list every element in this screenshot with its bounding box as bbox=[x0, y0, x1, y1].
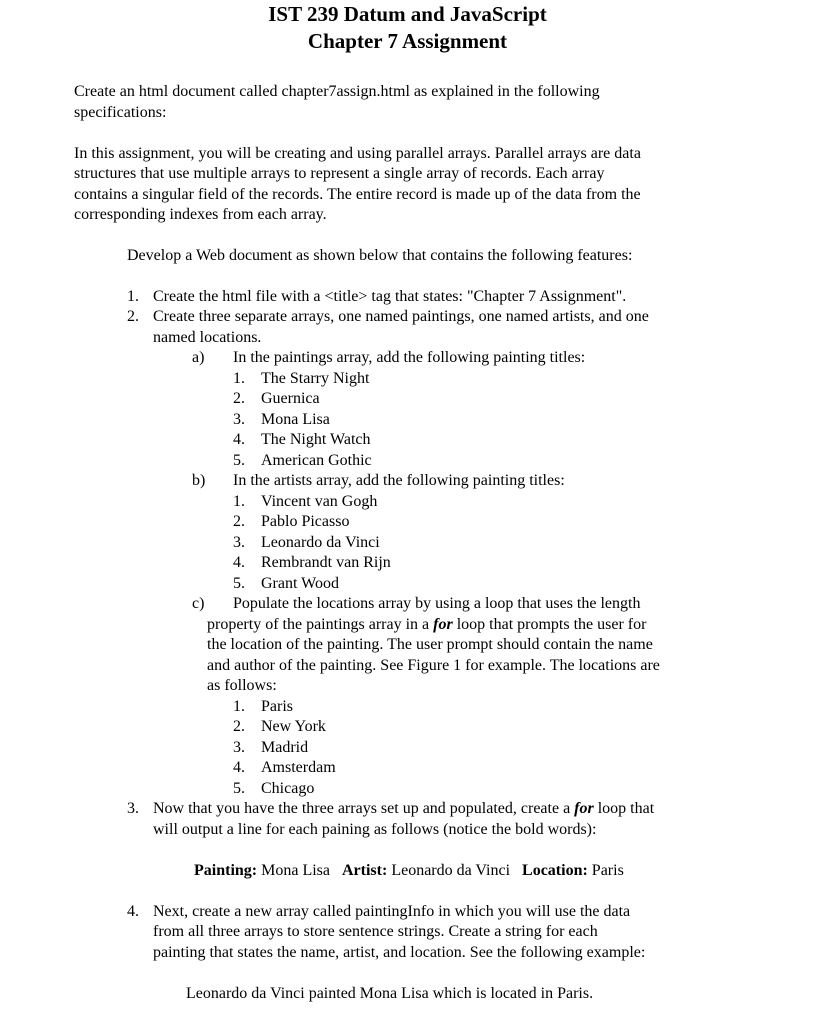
sub-c-line-5: as follows: bbox=[207, 677, 277, 694]
painting-label: Painting: bbox=[194, 862, 258, 879]
sub-b-text: In the artists array, add the following painting titles: bbox=[233, 472, 565, 489]
list-number: 5. bbox=[233, 575, 245, 592]
paragraph-line-4: corresponding indexes from each array. bbox=[74, 206, 327, 223]
list-item-location: Amsterdam bbox=[261, 759, 336, 776]
list-number: 1. bbox=[233, 370, 245, 387]
for-keyword: for bbox=[433, 616, 453, 633]
list-number: 2. bbox=[233, 390, 245, 407]
page-subtitle: Chapter 7 Assignment bbox=[307, 29, 508, 53]
list-number: 1. bbox=[233, 698, 245, 715]
list-item-painting: Mona Lisa bbox=[261, 411, 330, 428]
paragraph-line-1: In this assignment, you will be creating and using parallel arrays. Parallel arrays are data bbox=[74, 145, 641, 162]
for-keyword: for bbox=[574, 800, 594, 817]
sub-b-label: b) bbox=[192, 472, 206, 489]
sub-a-text: In the paintings array, add the following painting titles: bbox=[233, 349, 586, 366]
list-number: 2. bbox=[233, 718, 245, 735]
sub-c-line-3: the location of the painting. The user prompt should contain the name bbox=[207, 636, 653, 653]
develop-instruction: Develop a Web document as shown below that contains the following features: bbox=[127, 247, 633, 264]
step-4-number: 4. bbox=[127, 903, 139, 920]
step-3-line-1-start: Now that you have the three arrays set up and populated, create a bbox=[153, 800, 575, 817]
intro-line-1: Create an html document called chapter7assign.html as explained in the following bbox=[74, 83, 600, 100]
step-4-line-1: Next, create a new array called paintingInfo in which you will use the data bbox=[153, 903, 631, 920]
list-number: 1. bbox=[233, 493, 245, 510]
list-item-artist: Leonardo da Vinci bbox=[261, 534, 380, 551]
list-item-artist: Vincent van Gogh bbox=[261, 493, 378, 510]
list-number: 3. bbox=[233, 534, 245, 551]
list-item-location: New York bbox=[261, 718, 326, 735]
list-number: 5. bbox=[233, 452, 245, 469]
sentence-example: Leonardo da Vinci painted Mona Lisa which is located in Paris. bbox=[186, 985, 594, 1002]
step-3-line-2: will output a line for each paining as follows (notice the bold words): bbox=[153, 821, 597, 838]
list-item-painting: American Gothic bbox=[261, 452, 372, 469]
paragraph-line-3: contains a singular field of the records. The entire record is made up of the data from the bbox=[74, 186, 641, 203]
sub-a-label: a) bbox=[192, 349, 205, 366]
list-number: 3. bbox=[233, 739, 245, 756]
step-3-number: 3. bbox=[127, 800, 139, 817]
list-item-location: Chicago bbox=[261, 780, 315, 797]
list-item-painting: The Starry Night bbox=[261, 370, 370, 387]
list-number: 4. bbox=[233, 431, 245, 448]
step-1-number: 1. bbox=[127, 288, 139, 305]
step-4-line-3: painting that states the name, artist, and location. See the following example: bbox=[153, 944, 646, 961]
location-value: Paris bbox=[587, 862, 624, 879]
list-number: 2. bbox=[233, 513, 245, 530]
step-3-line-1-end: loop that bbox=[593, 800, 655, 817]
step-1-text: Create the html file with a <title> tag that states: "Chapter 7 Assignment". bbox=[153, 288, 627, 305]
step-2-line-2: named locations. bbox=[153, 329, 262, 346]
paragraph-line-2: structures that use multiple arrays to represent a single array of records. Each array bbox=[74, 165, 605, 182]
list-item-painting: Guernica bbox=[261, 390, 320, 407]
list-item-location: Paris bbox=[261, 698, 293, 715]
list-item-painting: The Night Watch bbox=[261, 431, 371, 448]
step-3-line-1 bbox=[153, 799, 654, 820]
sub-c-line-1: Populate the locations array by using a loop that uses the length bbox=[233, 595, 641, 612]
step-2-number: 2. bbox=[127, 308, 139, 325]
list-number: 4. bbox=[233, 759, 245, 776]
step-2-line-1: Create three separate arrays, one named paintings, one named artists, and one bbox=[153, 308, 649, 325]
sub-c-line-2-start: property of the paintings array in a bbox=[207, 616, 434, 633]
location-label: Location: bbox=[522, 862, 588, 879]
artist-value: Leonardo da Vinci bbox=[387, 862, 511, 879]
list-number: 5. bbox=[233, 780, 245, 797]
intro-line-2: specifications: bbox=[74, 104, 167, 121]
sub-c-line-4: and author of the painting. See Figure 1 for example. The locations are bbox=[207, 657, 660, 674]
sub-c-line-2 bbox=[207, 615, 646, 636]
list-item-artist: Rembrandt van Rijn bbox=[261, 554, 391, 571]
sub-c-label: c) bbox=[192, 595, 205, 612]
step-4-line-2: from all three arrays to store sentence strings. Create a string for each bbox=[153, 923, 598, 940]
list-item-artist: Pablo Picasso bbox=[261, 513, 350, 530]
page-title: IST 239 Datum and JavaScript bbox=[268, 2, 547, 26]
list-number: 4. bbox=[233, 554, 245, 571]
sub-c-line-2-end: loop that prompts the user for bbox=[452, 616, 647, 633]
list-item-location: Madrid bbox=[261, 739, 309, 756]
list-number: 3. bbox=[233, 411, 245, 428]
list-item-artist: Grant Wood bbox=[261, 575, 339, 592]
artist-label: Artist: bbox=[342, 862, 388, 879]
painting-value: Mona Lisa bbox=[257, 862, 330, 879]
output-example bbox=[194, 861, 624, 882]
